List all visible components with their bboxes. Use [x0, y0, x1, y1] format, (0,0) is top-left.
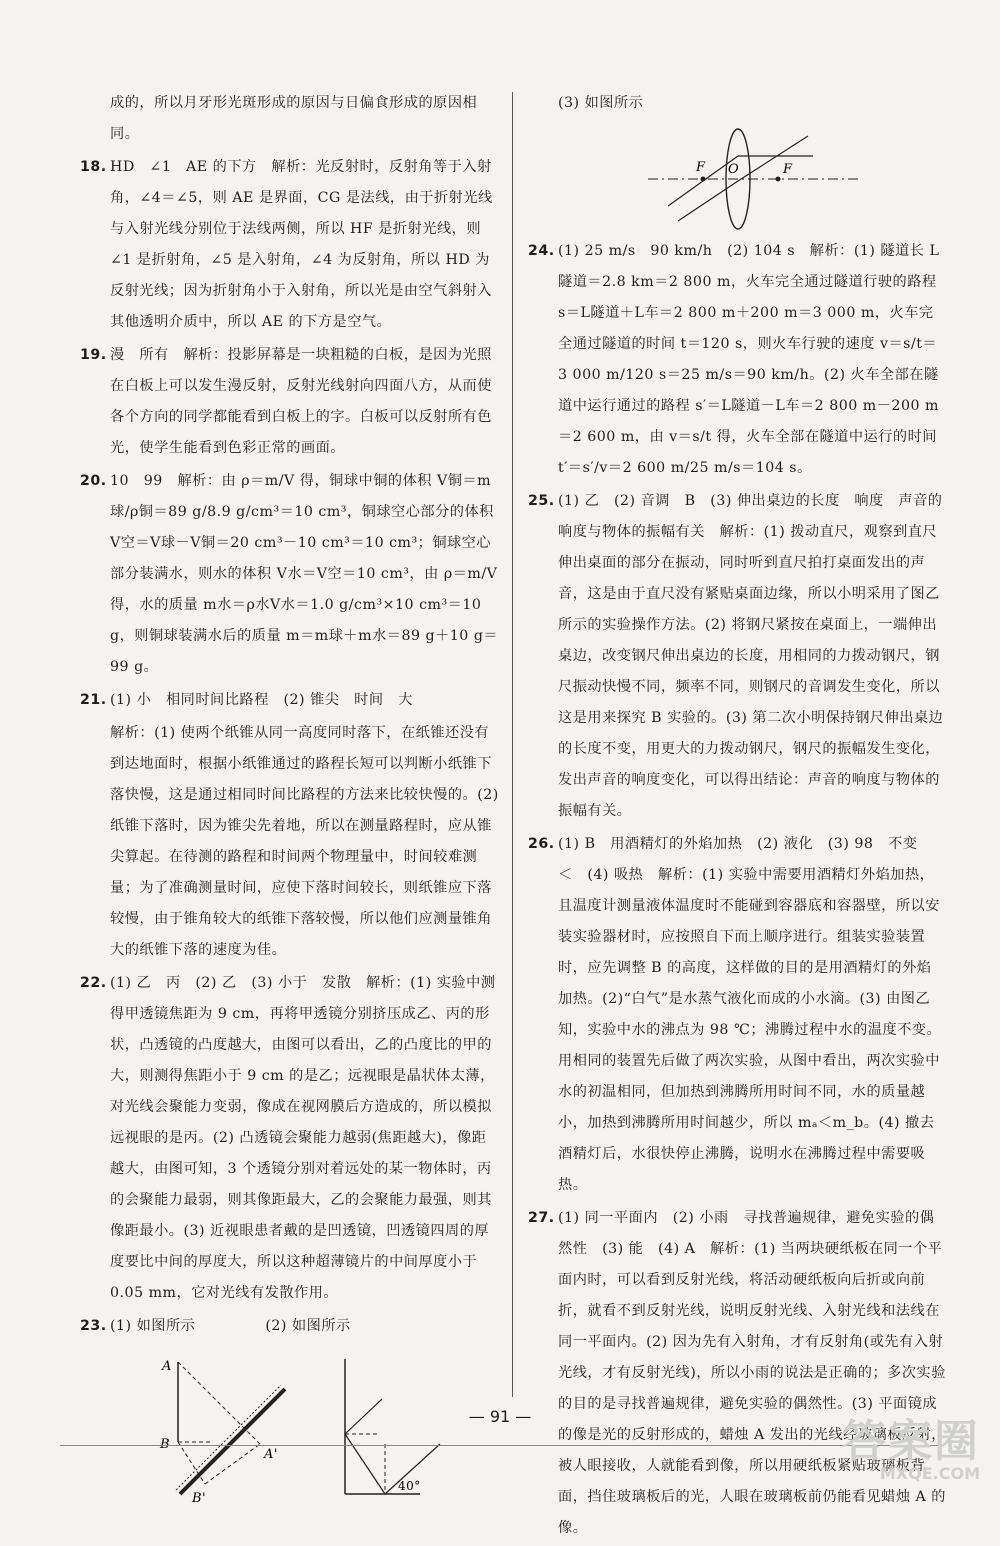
q27-answer: (1) 同一平面内 (2) 小雨 寻找普遍规律，避免实验的偶然性 (3) 能 (4) A 解析：(1) 当两块硬纸板在同一个平面内时，可以看到反射光线，将活动硬纸板向后折或向前折，就看不到反射光线，说明反射光线、入射光线和法线在同一平面内。(2) 因为先有入射角，才有反射角(或先有入射光线，才有反射光线)，所以小雨的说法是正确的；多次实验的目的是寻找普遍规律，避免实验的偶然性。(3) 平面镜成的像是光的反射形成的，蜡烛 A 发出的光线经玻璃板反射，被人眼接收，人就能看到像，所以用硬纸板紧贴玻璃板背面，挡住玻璃板后的光，人眼在玻璃板前仍能看见蜡烛 A 的像。: [558, 1210, 946, 1536]
q21-number: 21.: [80, 692, 107, 708]
q24-number: 24.: [528, 243, 555, 259]
q25-answer: (1) 乙 (2) 音调 B (3) 伸出桌边的长度 响度 声音的响度与物体的振幅有关 解析：(1) 拨动直尺，观察到直尺伸出桌面的部分在振动，同时听到直尺拍打桌面发出的声音，这是由于直尺没有紧贴桌面边缘，所以小明采用了图乙所示的实验操作方法。(2) 将钢尺紧按在桌面上，一端伸出桌边，改变钢尺伸出桌边的长度，用相同的力拨动钢尺，钢尺振动快慢不同，频率不同，则钢尺的音调发生变化，所以这是用来探究 B 实验的。(3) 第二次小明保持钢尺伸出桌边的长度不变，用更大的力拨动钢尺，钢尺的振幅发生变化，发出声音的响度变化，可以得出结论：声音的响度与物体的振幅有关。: [558, 493, 944, 819]
question-23: [80, 1311, 500, 1342]
question-27: [528, 1203, 946, 1544]
q17-tail: 成的，所以月牙形光斑形成的原因与日偏食形成的原因相同。: [110, 95, 478, 142]
mirror-hatch: [176, 1385, 281, 1490]
q25-number: 25.: [528, 493, 555, 509]
question-24: [528, 236, 946, 484]
q26-number: 26.: [528, 836, 555, 852]
question-26: [528, 829, 946, 1201]
question-25: [528, 486, 946, 827]
question-21: [80, 685, 500, 716]
q22-number: 22.: [80, 975, 107, 991]
q21-analysis: 解析：(1) 使两个纸锥从同一高度同时落下，在纸锥还没有到达地面时，根据小纸锥通过的路程长短可以判断小纸锥下落快慢，这是通过相同时间比路程的方法来比较快慢的。(2) 纸锥下落时，因为锥尖先着地，所以在测量路程时，应从锥尖算起。在待测的路程和时间两个物理量中，时间较难测量；为了准确测量时间，应使下落时间较长，则纸锥应下落较慢，由于锥角较大的纸锥下落较慢，所以他们应测量锥角大的纸锥下落的速度为佳。: [110, 725, 499, 958]
q23-part2: (2) 如图所示: [265, 1318, 351, 1334]
question-18: [80, 152, 500, 338]
q23-number: 23.: [80, 1318, 107, 1334]
page-number: — 91 —: [468, 1407, 532, 1426]
watermark: [842, 1416, 980, 1483]
angle-label: 40°: [398, 1479, 421, 1493]
q23-part3: (3) 如图所示: [558, 95, 644, 111]
reflected-ray-1: [345, 1434, 385, 1494]
q22-answer: (1) 乙 丙 (2) 乙 (3) 小于 发散 解析：(1) 实验中测得甲透镜焦距为 9 cm，再将甲透镜分别挤压成乙、丙的形状，凸透镜的凸度越大，由图可以看出，乙的凸度比的甲的大，则测得焦距小于 9 cm 的是乙；远视眼是晶状体太薄，对光线会聚能力变弱，像成在视网膜后方造成的，所以模拟远视眼的是丙。(2) 凸透镜会聚能力越弱(焦距越大)，像距越大，由图可知，3 个透镜分别对着远处的某一物体时，丙的会聚能力最弱，则其像距最大，乙的会聚能力最强，则其像距最小。(3) 近视眼患者戴的是凹透镜，凹透镜四周的厚度要比中间的厚度大，所以这种超薄镜片的中间厚度小于 0.05 mm，它对光线有发散作用。: [110, 975, 496, 1301]
q27-number: 27.: [528, 1210, 555, 1226]
column-divider: [512, 92, 513, 1397]
q19-answer: 漫 所有 解析：投影屏幕是一块粗糙的白板，是因为光照在白板上可以发生漫反射，反射光线射向四面八方，从而使各个方向的同学都能看到白板上的字。白板可以反射所有色光，使学生能看到色彩正常的画面。: [110, 347, 492, 456]
watermark-url: MXQE.COM: [879, 1464, 980, 1483]
question-22: [80, 968, 500, 1309]
q26-answer: (1) B 用酒精灯的外焰加热 (2) 液化 (3) 98 不变 ＜ (4) 吸热 解析：(1) 实验中需要用酒精灯外焰加热，且温度计测量液体温度时不能碰到容器底和容器壁，所以安装实验器材时，应按照自下而上顺序进行。组装实验装置时，应先调整 B 的高度，这样做的目的是用酒精灯的外焰加热。(2)“白气”是水蒸气液化而成的小水滴。(3) 由图乙知，实验中水的沸点为 98 ℃；沸腾过程中水的温度不变。用相同的装置先后做了两次实验，从图中看出，两次实验中水的初温相同，但加热到沸腾所用时间不同，水的质量越小，加热到沸腾所用时间越少，所以 mₐ＜m_b。(4) 撤去酒精灯后，水很快停止沸腾，说明水在沸腾过程中需要吸热。: [558, 836, 942, 1193]
focal-point-left: [701, 177, 706, 182]
label-f-left: F: [696, 160, 706, 175]
q19-number: 19.: [80, 347, 107, 363]
lens-figure-wrap: [528, 121, 946, 236]
q18-answer: HD ∠1 AE 的下方 解析：光反射时，反射角等于入射角，∠4＝∠5，则 AE 是界面，CG 是法线，由于折射光线与入射光线分别位于法线两侧，所以 HF 是折射光线，则∠1 是折射角，∠5 是入射角，∠4 为反射角，所以 HD 为反射光线；因为折射角小于入射角，所以光是由空气斜射入其他透明介质中，所以 AE 的下方是空气。: [110, 159, 493, 330]
perp-a: [178, 1362, 260, 1444]
q20-answer: 10 99 解析：由 ρ＝m/V 得，铜球中铜的体积 V铜＝m球/ρ铜＝89 g/8.9 g/cm³＝10 cm³，铜球空心部分的体积 V空＝V球－V铜＝20 cm³－10 cm³＝10 cm³；铜球空心部分装满水，则水的体积 V水＝V空＝10 cm³，由 ρ＝m/V 得，水的质量 m水＝ρ水V水＝1.0 g/cm³×10 cm³＝10 g，则铜球装满水后的质量 m＝m球＋m水＝89 g＋10 g＝99 g。: [110, 473, 499, 675]
label-a: A: [162, 1359, 172, 1374]
q24-answer: (1) 25 m/s 90 km/h (2) 104 s 解析：(1) 隧道长 L隧道＝2.8 km＝2 800 m，火车完全通过隧道行驶的路程 s＝L隧道＋L车＝2 800 m＋200 m＝3 000 m，火车完全通过隧道的时间 t＝120 s，则火车行驶的速度 v＝s/t＝3 000 m/120 s＝25 m/s＝90 km/h。(2) 火车全部在隧道中运行通过的路程 s′＝L隧道－L车＝2 800 m－200 m＝2 600 m，由 v＝s/t 得，火车全部在隧道中运行的时间 t′＝s′/v＝2 600 m/25 m/s＝104 s。: [558, 243, 940, 476]
label-b-prime: B': [192, 1491, 207, 1504]
question-20: [80, 466, 500, 683]
label-a-prime: A': [264, 1447, 278, 1462]
right-column: [528, 88, 946, 1546]
q18-number: 18.: [80, 159, 107, 175]
lens-figure: [528, 121, 946, 236]
label-f-right: F: [783, 162, 793, 177]
watermark-logo-text: 答案圈: [842, 1416, 980, 1467]
bottom-rule: [60, 1445, 940, 1446]
label-o: O: [728, 162, 740, 177]
q20-number: 20.: [80, 473, 107, 489]
left-column: [80, 88, 500, 1504]
focal-point-right: [776, 177, 781, 182]
image-ab: [205, 1444, 260, 1484]
q23-part1: (1) 如图所示: [110, 1318, 196, 1334]
question-19: [80, 340, 500, 464]
perp-b: [178, 1442, 205, 1484]
q21-head: (1) 小 相同时间比路程 (2) 锥尖 时间 大: [110, 692, 413, 708]
